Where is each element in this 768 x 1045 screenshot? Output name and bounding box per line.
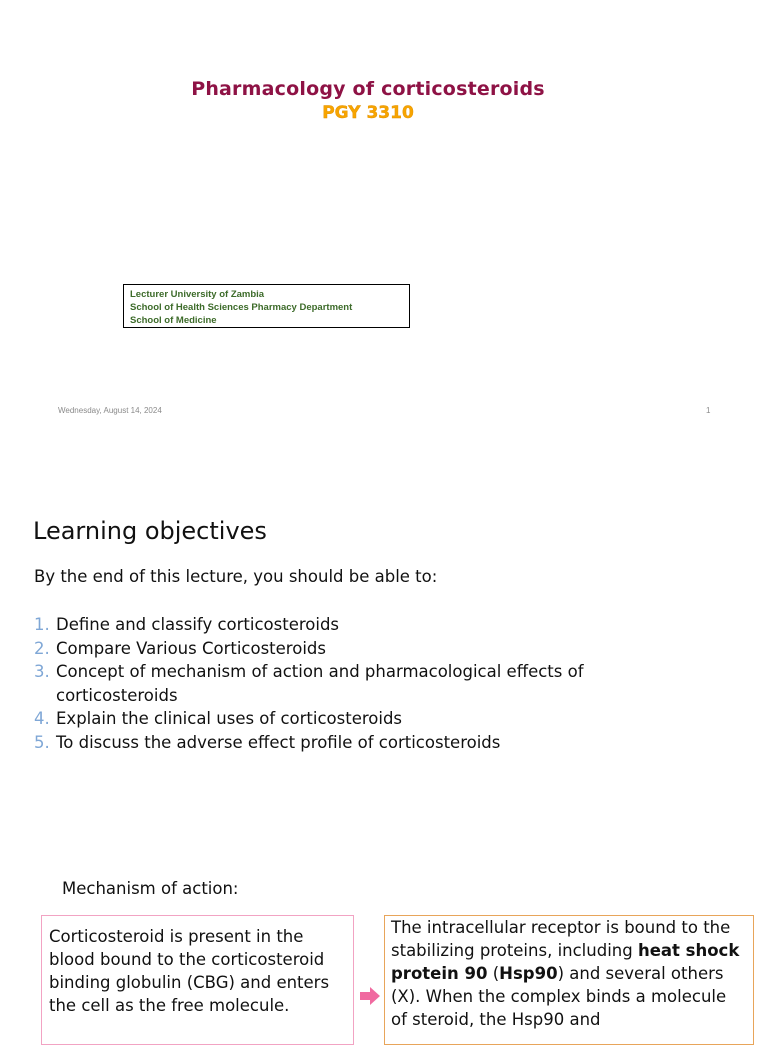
objective-text: Explain the clinical uses of corticosteroids	[56, 709, 403, 728]
objective-text: Define and classify corticosteroids	[56, 615, 340, 634]
objective-number: 5.	[34, 732, 50, 752]
objective-number: 4.	[34, 709, 50, 728]
lecturer-line: Lecturer University of Zambia	[130, 289, 265, 300]
lecturer-line: School of Medicine	[130, 315, 217, 326]
objective-number: 2.	[34, 638, 50, 658]
lecturer-line: School of Health Sciences Pharmacy Department	[130, 302, 353, 313]
objectives-list	[34, 613, 694, 754]
objective-item	[34, 731, 694, 755]
mechanism-text: (	[487, 964, 500, 983]
objective-item	[34, 613, 694, 637]
objective-text: Compare Various Corticosteroids	[56, 638, 326, 658]
objective-text: To discuss the adverse effect profile of corticosteroids	[56, 732, 501, 752]
page-number: 1	[706, 406, 711, 415]
mechanism-heading: Mechanism of action:	[62, 879, 239, 898]
mechanism-left-box: Corticosteroid is present in the blood bound to the corticosteroid binding globulin (CBG) and enters the cell as the free molecule.	[41, 915, 354, 1045]
objective-item	[34, 660, 694, 707]
course-code: PGY 3310	[322, 103, 414, 123]
arrow-right-icon	[358, 984, 382, 1008]
objective-item	[34, 637, 694, 661]
mechanism-text: The intracellular receptor is bound to the stabilizing proteins, including	[391, 918, 731, 960]
objective-item	[34, 707, 694, 731]
mechanism-bold-term: Hsp90	[499, 964, 558, 983]
mechanism-right-box	[384, 915, 754, 1045]
objectives-intro: By the end of this lecture, you should be able to:	[34, 567, 438, 586]
slide-title: Pharmacology of corticosteroids	[191, 78, 545, 100]
mechanism-bold-term: heat shock protein 90	[391, 941, 740, 983]
objectives-heading: Learning objectives	[33, 517, 267, 545]
objective-text: Concept of mechanism of action and pharmacological effects of corticosteroids	[56, 662, 584, 705]
objective-number: 3.	[34, 662, 50, 681]
mechanism-text: ) and several others (X). When the complex binds a molecule of steroid, the Hsp90 and	[391, 964, 727, 1029]
footer-date: Wednesday, August 14, 2024	[58, 406, 162, 415]
objective-number: 1.	[34, 615, 50, 634]
lecturer-info-box	[123, 284, 410, 328]
